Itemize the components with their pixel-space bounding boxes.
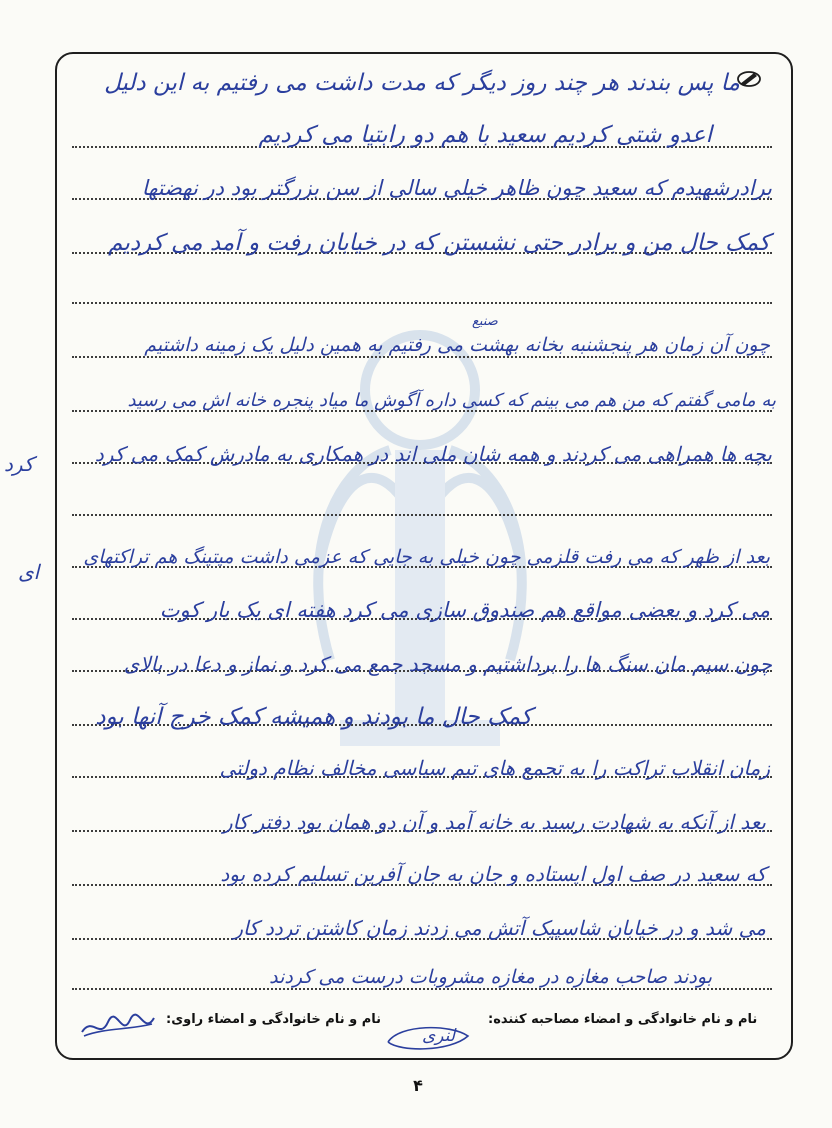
margin-note: ای [18, 560, 40, 584]
handwritten-line: بودند صاحب مغازه در مغازه مشروبات درست می کردند [269, 966, 712, 988]
handwritten-line: برادرشهیدم که سعید چون ظاهر خیلی سالی از سن بزرگتر بود در نهضتها [141, 176, 772, 200]
handwritten-line: بعد از ظهر که می رفت قلزمی چون خیلی به جایی که عزمی داشت میتینگ هم تراکتهای [83, 546, 770, 568]
handwritten-line: بعد از آنکه به شهادت رسید به خانه آمد و آن دو همان بود دفتر کار [223, 810, 766, 834]
narrator-signature-label: نام و نام خانوادگی و امضاء راوی: [166, 1012, 381, 1027]
handwritten-line: می کرد و بعضی مواقع هم صندوق سازی می کرد هفته ای یک بار کوت [159, 598, 770, 622]
interviewer-signature-label: نام و نام خانوادگی و امضاء مصاحبه کننده: [488, 1012, 758, 1027]
ruled-line [72, 302, 772, 304]
ruled-line [72, 514, 772, 516]
handwritten-line: که سعید در صف اول ایستاده و جان به جان آفرین تسلیم کرده بود [220, 862, 766, 886]
interviewer-signature: لنری [422, 1026, 455, 1046]
handwritten-line: به مامی گفتم که من هم می بینم که کسی داره آگوش ما میاد پنجره خانه اش می رسید [127, 390, 776, 411]
handwritten-line: چون سیم مان سنگ ها را برداشتیم و مسجد جمع می کرد و نماز و دعا در بالای [123, 652, 772, 676]
handwritten-line: می شد و در خیابان شاسپیک آتش می زدند زمان کاشتن تردد کار [233, 916, 766, 940]
handwritten-line: کمک حال ما بودند و همیشه کمک خرج آنها بود [95, 704, 532, 730]
handwritten-line: ما پس بندند هر چند روز دیگر که مدت داشت می رفتیم به این دلیل [104, 70, 740, 96]
handwritten-line: چون آن زمان هر پنجشنبه بخانه بهشت می رفتیم به همین دلیل یک زمینه داشتیم [144, 334, 770, 356]
handwritten-line: کمک حال من و برادر حتی نشستن که در خیابان رفت و آمد می کردیم [108, 230, 770, 256]
handwritten-line: زمان انقلاب تراکت را به تجمع های تیم سیاسی مخالف نظام دولتی [219, 756, 770, 780]
page-number: ۴ [413, 1076, 423, 1095]
handwritten-line: بچه ها همراهی می کردند و همه شان ملی اند در همکاری به مادرش کمک می کرد [94, 442, 772, 466]
ruled-line [72, 988, 772, 990]
handwritten-line: اعدو شتی کردیم سعید با هم دو رابتیا می کردیم [258, 122, 712, 148]
margin-note: صنیع [472, 314, 498, 329]
narrator-signature [78, 1010, 158, 1044]
ruled-line [72, 356, 772, 358]
margin-note: کرد [4, 452, 34, 476]
